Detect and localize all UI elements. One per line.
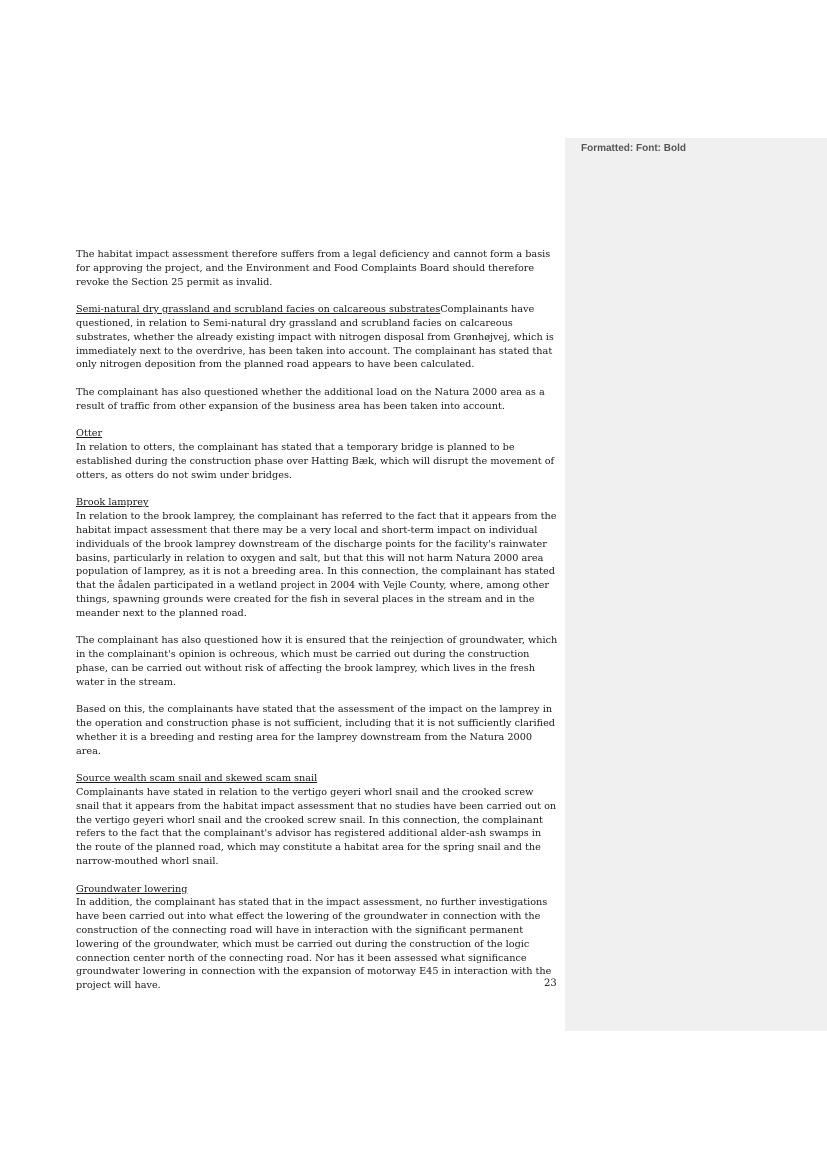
section-heading: Groundwater lowering (76, 883, 188, 895)
section-heading: Otter (76, 428, 103, 440)
paragraph (76, 303, 558, 372)
paragraph-text: The complainant has also questioned how it is ensured that the reinjection of groundwater, which in the complainant's opinion is ochreous, which must be carried out during the construction phase, can be carried out without risk of affecting the brook lamprey, which lives in the fresh water in the stream. (76, 635, 558, 688)
document-body (76, 248, 558, 1007)
paragraph (76, 427, 558, 482)
paragraph (76, 772, 558, 869)
section-heading: Semi-natural dry grassland and scrubland facies on calcareous substrates (76, 304, 441, 316)
section-heading: Source wealth scam snail and skewed scam snail (76, 773, 318, 785)
paragraph (76, 883, 558, 993)
paragraph-text: Based on this, the complainants have stated that the assessment of the impact on the lamprey in the operation and construction phase is not sufficient, including that it is not sufficiently clarified whether it is a breeding and resting area for the lamprey downstream from the Natura 2000 area. (76, 704, 556, 757)
section-heading: Brook lamprey (76, 497, 149, 509)
paragraph-text: Complainants have stated in relation to the vertigo geyeri whorl snail and the crooked screw snail that it appears from the habitat impact assessment that no studies have been carried out on the vertigo geyeri whorl snail and the crooked screw snail. In this connection, the complainant refers to the fact that the complainant's advisor has registered additional alder-ash swamps in the route of the planned road, which may constitute a habitat area for the spring snail and the narrow-mouthed whorl snail. (76, 787, 557, 868)
paragraph (76, 248, 558, 289)
paragraph (76, 634, 558, 689)
paragraph-text: The habitat impact assessment therefore suffers from a legal deficiency and cannot form a basis for approving the project, and the Environment and Food Complaints Board should therefore revoke the Section 25 permit as invalid. (76, 249, 551, 288)
paragraph-text: In addition, the complainant has stated that in the impact assessment, no further investigations have been carried out into what effect the lowering of the groundwater in connection with the construction of the connecting road will have in interaction with the significant permanent lowering of the groundwater, which must be carried out during the construction of the logic connection center north of the connecting road. Nor has it been assessed what significance groundwater lowering in connection with the expansion of motorway E45 in interaction with the project will have. (76, 897, 552, 992)
paragraph (76, 386, 558, 414)
page-number: 23 (544, 978, 557, 989)
paragraph (76, 496, 558, 620)
comment-label: Formatted: Font: Bold (581, 143, 686, 154)
paragraph-text: The complainant has also questioned whether the additional load on the Natura 2000 area as a result of traffic from other expansion of the business area has been taken into account. (76, 386, 545, 412)
paragraph-text: In relation to the brook lamprey, the complainant has referred to the fact that it appears from the habitat impact assessment that there may be a very local and short-term impact on individual individuals of the brook lamprey downstream of the discharge points for the facility's rainwater basins, particularly in relation to oxygen and salt, but that this will not harm Natura 2000 area population of lamprey, as it is not a breeding area. In this connection, the complainant has stated that the ådalen participated in a wetland project in 2004 with Vejle County, where, among other things, spawning grounds were created for the fish in several places in the stream and in the meander next to the planned road. (76, 511, 557, 619)
paragraph-text: In relation to otters, the complainant has stated that a temporary bridge is planned to be established during the construction phase over Hatting Bæk, which will disrupt the movement of otters, as otters do not swim under bridges. (76, 442, 555, 481)
paragraph (76, 703, 558, 758)
comment-pane (565, 138, 827, 1031)
paragraph-text: Complainants have questioned, in relation to Semi-natural dry grassland and scrubland facies on calcareous substrates, whether the already existing impact with nitrogen disposal from Grønhøjvej, which is immediately next to the overdrive, has been taken into account. The complainant has stated that only nitrogen deposition from the planned road appears to have been calculated. (76, 304, 554, 371)
